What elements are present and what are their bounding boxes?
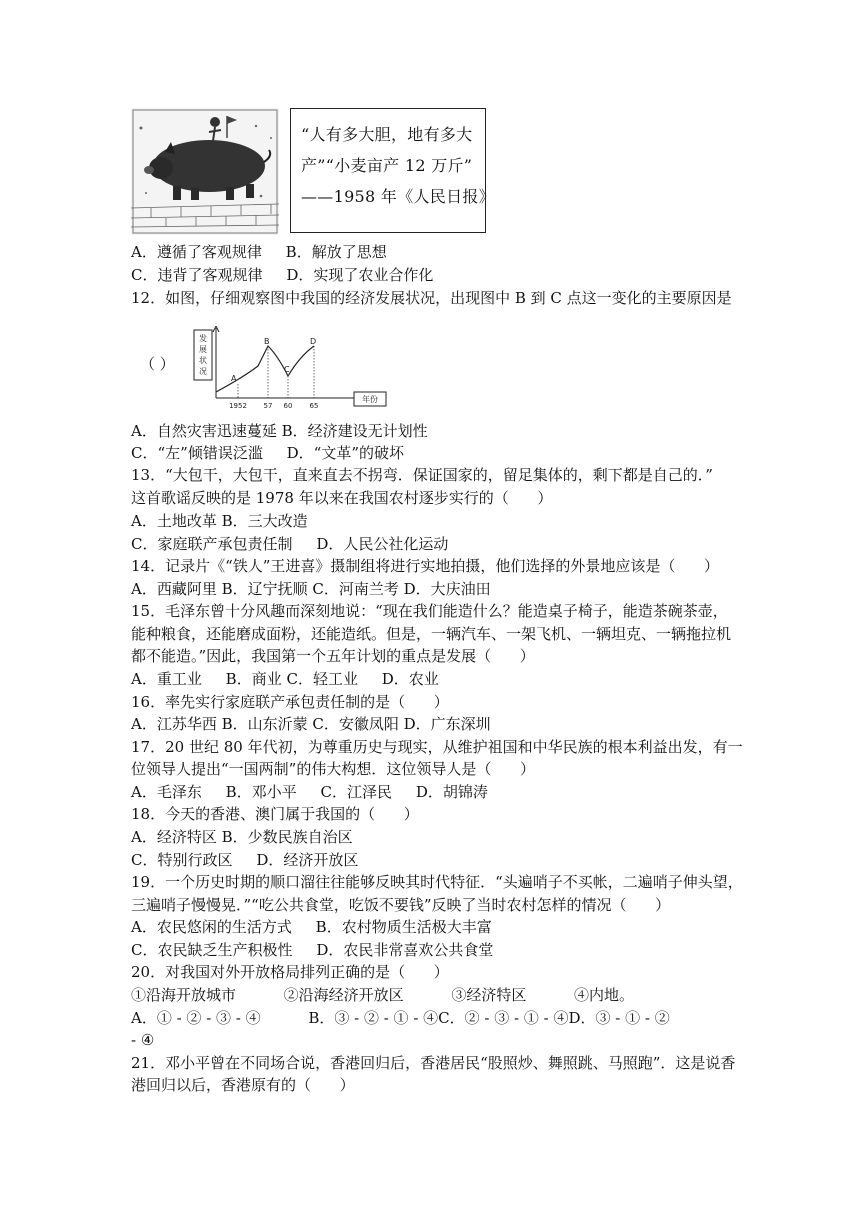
q13-stem-line1: 13．“大包干，大包干，直来直去不拐弯．保证国家的，留足集体的，剩下都是自己的．” xyxy=(131,466,713,484)
q18-options-row2: C．特别行政区 D．经济开放区 xyxy=(131,851,359,869)
q17-stem-line1: 17．20 世纪 80 年代初，为尊重历史与现实，从维护祖国和中华民族的根本利益出发，有一 xyxy=(131,738,743,756)
q12-answer-paren: （ ） xyxy=(140,355,175,373)
quote-box xyxy=(290,108,496,233)
q20-stem: 20．对我国对外开放格局排列正确的是（ ） xyxy=(131,963,449,981)
q17-options: A．毛泽东 B．邓小平 C．江泽民 D．胡锦涛 xyxy=(131,783,488,801)
q15-options: A．重工业 B．商业 C．轻工业 D．农业 xyxy=(131,670,439,688)
q12-options-row1: A．自然灾害迅速蔓延 B．经济建设无计划性 xyxy=(131,422,428,440)
q16-options: A．江苏华西 B．山东沂蒙 C．安徽凤阳 D．广东深圳 xyxy=(131,715,491,733)
propaganda-pig-image xyxy=(131,108,279,235)
economy-development-chart xyxy=(190,326,390,412)
q14-options: A．西藏阿里 B．辽宁抚顺 C．河南兰考 D．大庆油田 xyxy=(131,580,491,598)
chart-tick-57: 57 xyxy=(263,402,273,410)
q13-options-row1: A．土地改革 B．三大改造 xyxy=(131,512,308,530)
q11-options-row1: A．遵循了客观规律 B．解放了思想 xyxy=(131,243,387,261)
q12-options-row2: C．“左”倾错误泛滥 D．“文革”的破坏 xyxy=(131,444,405,462)
quote-line: “人有多大胆，地有多大 xyxy=(301,125,473,144)
q17-stem-line2: 位领导人提出“一国两制”的伟大构想．这位领导人是（ ） xyxy=(131,760,535,778)
quote-line: ——1958 年《人民日报》 xyxy=(301,187,496,206)
q13-options-row2: C．家庭联产承包责任制 D．人民公社化运动 xyxy=(131,535,449,553)
q12-stem: 12．如图，仔细观察图中我国的经济发展状况，出现图中 B 到 C 点这一变化的主要原因是 xyxy=(131,289,732,307)
chart-point-a: A xyxy=(231,374,237,383)
chart-xlabel: 年份 xyxy=(362,395,378,404)
q19-options-row1: A．农民悠闲的生活方式 B．农村物质生活极大丰富 xyxy=(131,918,492,936)
q19-stem-line2: 三遍哨子慢慢晃．”“吃公共食堂，吃饭不要钱”反映了当时农村怎样的情况（ ） xyxy=(131,896,671,914)
chart-curve xyxy=(216,346,314,392)
q19-stem-line1: 19．一个历史时期的顺口溜往往能够反映其时代特征．“头遍哨子不买帐，二遍哨子伸头望， xyxy=(131,873,743,891)
chart-tick-65: 65 xyxy=(309,402,319,410)
q19-options-row2: C．农民缺乏生产积极性 D．农民非常喜欢公共食堂 xyxy=(131,941,494,959)
chart-ylabel: 发展状况 xyxy=(199,334,207,376)
quote-line: 产”“小麦亩产 12 万斤” xyxy=(301,156,473,175)
q20-items: ①沿海开放城市 ②沿海经济开放区 ③经济特区 ④内地。 xyxy=(131,986,635,1004)
q18-stem: 18．今天的香港、澳门属于我国的（ ） xyxy=(131,805,419,823)
chart-tick-60: 60 xyxy=(283,402,293,410)
q16-stem: 16．率先实行家庭联产承包责任制的是（ ） xyxy=(131,693,449,711)
chart-point-c: C xyxy=(284,365,290,374)
chart-tick-1952: 1952 xyxy=(229,402,247,410)
q15-stem-line2: 能种粮食，还能磨成面粉，还能造纸。但是，一辆汽车、一架飞机、一辆坦克、一辆拖拉机 xyxy=(131,625,732,643)
q14-stem: 14．记录片《“铁人”王进喜》摄制组将进行实地拍摄，他们选择的外景地应该是（ ） xyxy=(131,557,720,575)
q18-options-row1: A．经济特区 B．少数民族自治区 xyxy=(131,828,353,846)
q21-stem-line2: 港回归以后，香港原有的（ ） xyxy=(131,1076,355,1094)
q20-options-row2: - ④ xyxy=(131,1031,155,1049)
q15-stem-line1: 15．毛泽东曾十分风趣而深刻地说：“现在我们能造什么？能造桌子椅子，能造茶碗茶壶， xyxy=(131,602,728,620)
q11-options-row2: C．违背了客观规律 D．实现了农业合作化 xyxy=(131,266,434,284)
chart-point-b: B xyxy=(264,337,270,346)
q20-options-row1: A．① - ② - ③ - ④ B．③ - ② - ① - ④C．② - ③ - ① - ④D．③ - ① - ② xyxy=(131,1009,670,1027)
q21-stem-line1: 21．邓小平曾在不同场合说，香港回归后，香港居民“股照炒、舞照跳、马照跑”．这是说香 xyxy=(131,1054,736,1072)
chart-point-d: D xyxy=(310,337,317,346)
q13-stem-line2: 这首歌谣反映的是 1978 年以来在我国农村逐步实行的（ ） xyxy=(131,489,553,507)
q15-stem-line3: 都不能造。”因此，我国第一个五年计划的重点是发展（ ） xyxy=(131,647,535,665)
